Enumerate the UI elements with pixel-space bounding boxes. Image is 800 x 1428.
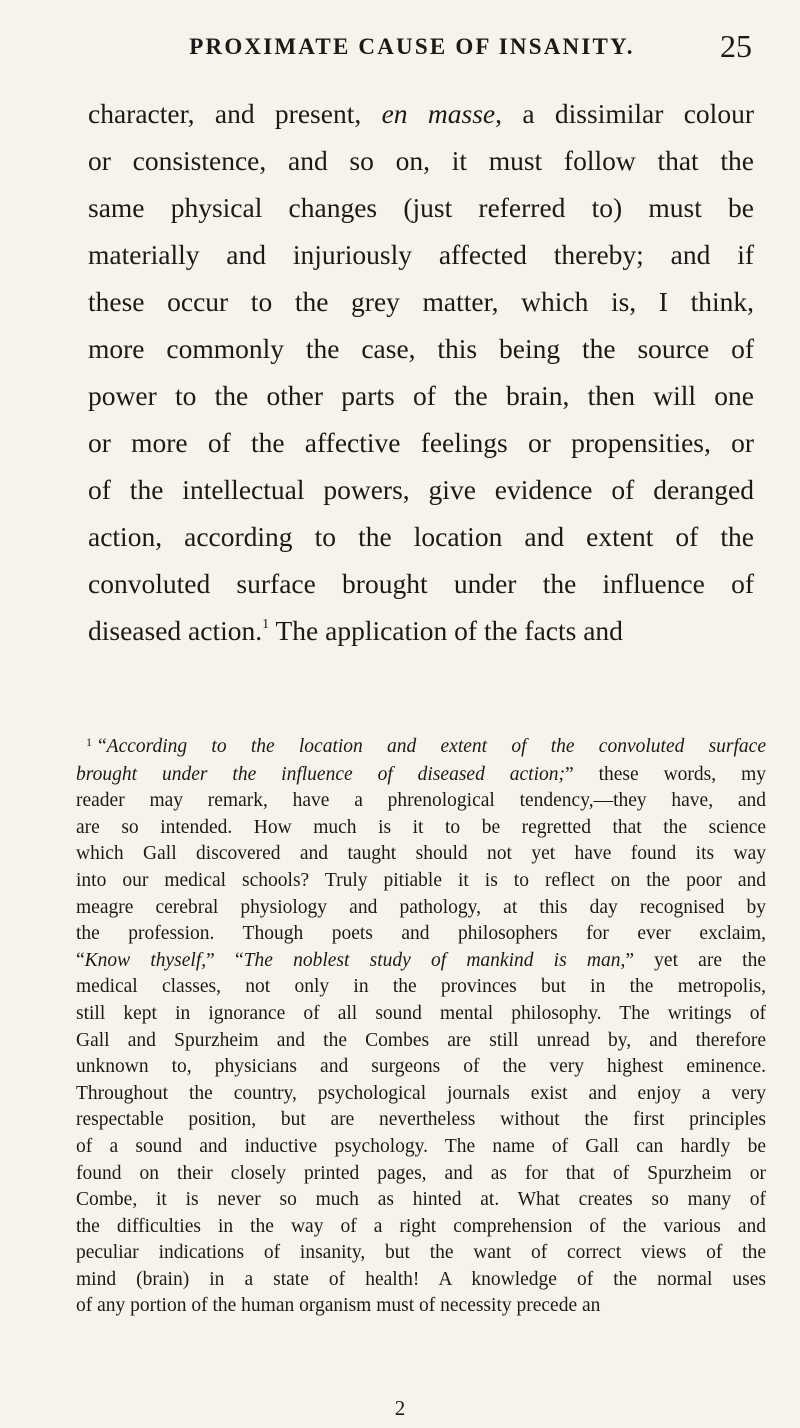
footnote-line: of a sound and inductive psychology. The name of Gall can hardly be [76, 1135, 766, 1157]
footnote-line: found on their closely printed pages, and as for that of Spurzheim or [76, 1162, 766, 1184]
footnote-line: Combe, it is never so much as hinted at. What creates so many of [76, 1189, 766, 1211]
footnote-line: the difficulties in the way of a right comprehension of the various and [76, 1215, 766, 1237]
footnote-line: “Know thyself,” “The noblest study of mankind is man,” yet are the [76, 949, 767, 971]
footnote-line: still kept in ignorance of all sound mental philosophy. The writings of [76, 1002, 766, 1024]
body-line: or more of the affective feelings or propensities, or [88, 427, 754, 458]
footnote-line: Gall and Spurzheim and the Combes are still unread by, and therefore [76, 1029, 766, 1051]
footnote-mark: 1 [86, 735, 92, 749]
footnote [76, 734, 766, 1320]
body-line: character, and present, en masse, a dissimilar colour [88, 98, 754, 129]
body-line: power to the other parts of the brain, then will one [88, 380, 754, 411]
running-head [72, 28, 752, 68]
footnote-line: respectable position, but are nevertheless without the first principles [76, 1109, 766, 1131]
running-title: PROXIMATE CAUSE OF INSANITY. [189, 34, 635, 59]
footnote-line: Throughout the country, psychological journals exist and enjoy a very [76, 1082, 766, 1104]
footnote-line: unknown to, physicians and surgeons of the very highest eminence. [76, 1056, 766, 1078]
footnote-line: peculiar indications of insanity, but the want of correct views of the [76, 1242, 766, 1264]
footnote-line: mind (brain) in a state of health! A knowledge of the normal uses [76, 1268, 766, 1290]
body-line: convoluted surface brought under the influence of [88, 568, 754, 599]
footnote-line: reader may remark, have a phrenological tendency,—they have, and [76, 790, 766, 812]
page-number: 25 [720, 28, 752, 64]
body-line: these occur to the grey matter, which is, I think, [88, 286, 754, 317]
footnote-line: into our medical schools? Truly pitiable it is to reflect on the poor and [76, 869, 766, 891]
footnote-line: $^1$ “According to the location and extent of the convoluted surface [86, 735, 766, 757]
body-line: of the intellectual powers, give evidence of deranged [88, 474, 754, 505]
footnote-line: which Gall discovered and taught should not yet have found its way [76, 843, 766, 865]
body-line: same physical changes (just referred to) must be [88, 192, 754, 223]
body-line: more commonly the case, this being the source of [88, 333, 754, 364]
footnote-line: are so intended. How much is it to be regretted that the science [76, 816, 766, 838]
body-line: materially and injuriously affected thereby; and if [88, 239, 754, 270]
footnote-line: of any portion of the human organism must of necessity precede an [76, 1295, 601, 1317]
footnote-line: brought under the influence of diseased action;” these words, my [76, 763, 766, 785]
body-paragraph [88, 90, 754, 654]
footnote-line: meagre cerebral physiology and pathology, at this day recognised by [76, 896, 766, 918]
signature-mark: 2 [394, 1396, 406, 1420]
footnote-line: medical classes, not only in the provinces but in the metropolis, [76, 976, 766, 998]
body-line: diseased action.$^1$ The application of the facts and [88, 615, 623, 646]
footnote-line: the profession. Though poets and philosophers for ever exclaim, [76, 923, 766, 945]
body-line: or consistence, and so on, it must follow that the [88, 145, 754, 176]
body-line: action, according to the location and extent of the [88, 521, 754, 552]
